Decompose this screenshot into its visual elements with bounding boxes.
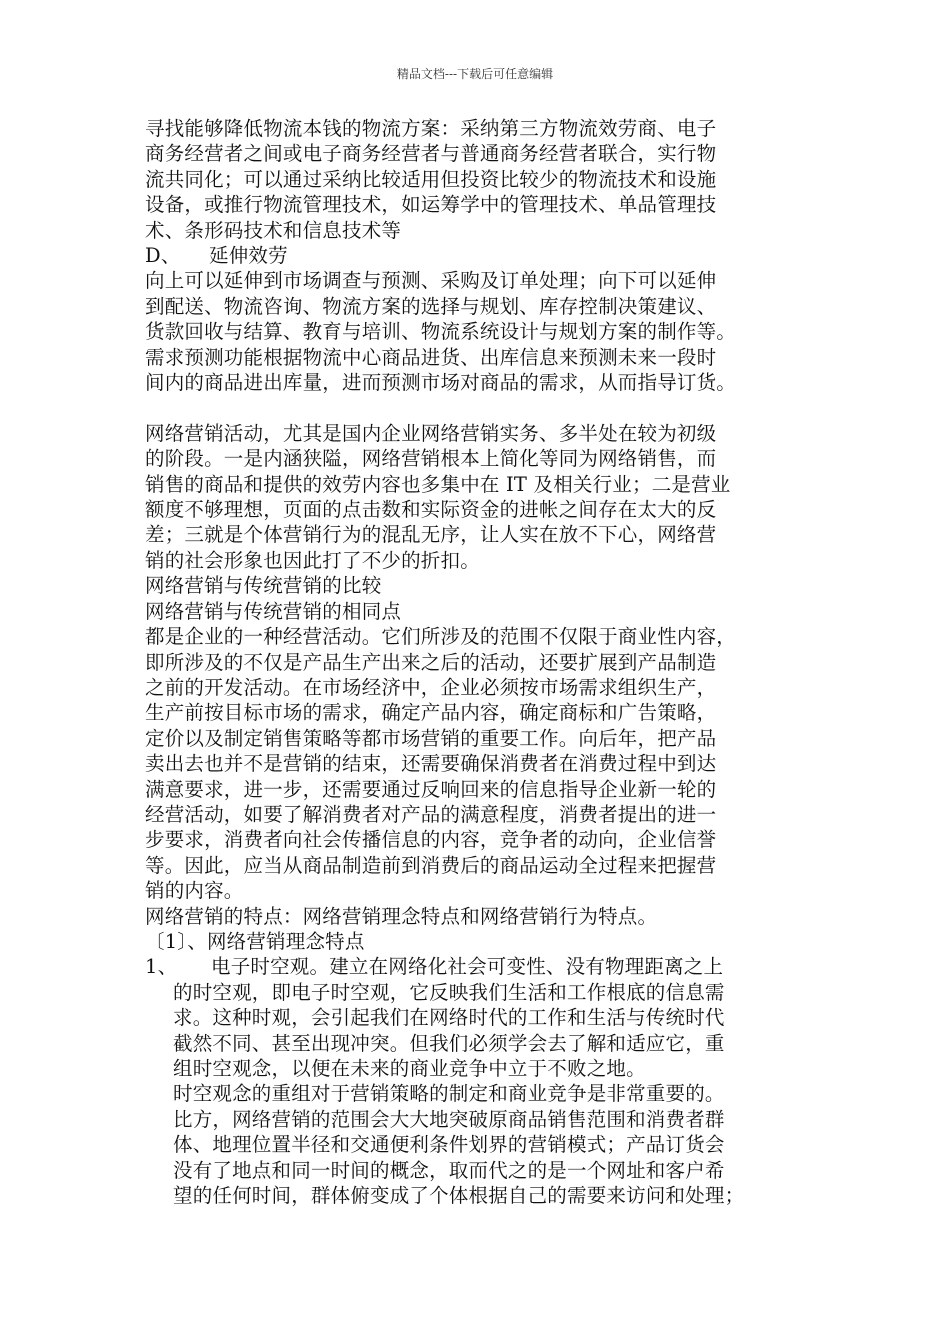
- text-line: 截然不同、甚至出现冲突。但我们必须学会去了解和适应它，重: [173, 1031, 725, 1055]
- text-line: 比方，网络营销的范围会大大地突破原商品销售范围和消费者群: [173, 1107, 725, 1131]
- heading-comparison: 网络营销与传统营销的比较: [145, 574, 382, 598]
- section-heading-d: [145, 243, 817, 268]
- page-header: 精品文档---下载后可任意编辑: [396, 67, 554, 81]
- text-line: 销的社会形象也因此打了不少的折扣。: [145, 548, 480, 572]
- heading-concept-features: 〔1〕、网络营销理念特点: [145, 929, 365, 953]
- text-line: 到配送、物流咨询、物流方案的选择与规划、库存控制决策建议、: [145, 294, 717, 318]
- text-line: 望的任何时间，群体俯变成了个体根据自己的需要来访问和处理；: [173, 1184, 745, 1208]
- text-line: 等。因此，应当从商品制造前到消费后的商品运动全过程来把握营: [145, 853, 717, 877]
- text-line: 步要求，消费者向社会传播信息的内容，竞争者的动向，企业信誉: [145, 828, 717, 852]
- text-line: 组时空观念，以便在未来的商业竞争中立于不败之地。: [173, 1057, 646, 1081]
- text-line: 都是企业的一种经营活动。它们所涉及的范围不仅限于商业性内容，: [145, 625, 737, 649]
- text-line: 间内的商品进出库量，进而预测市场对商品的需求，从而指导订货。: [145, 371, 737, 395]
- text-line: 没有了地点和同一时间的概念，取而代之的是一个网址和客户希: [173, 1158, 725, 1182]
- text-line: 商务经营者之间或电子商务经营者与普通商务经营者联合，实行物: [145, 142, 717, 166]
- paragraph-similarities: [145, 624, 817, 903]
- text-line: 的阶段。一是内涵狭隘，网络营销根本上简化等同为网络销售，而: [145, 447, 717, 471]
- text-line: 电子时空观。建立在网络化社会可变性、没有物理距离之上: [211, 955, 724, 979]
- paragraph-network-marketing: [145, 421, 817, 573]
- text-line: 差；三就是个体营销行为的混乱无序，让人实在放不下心，网络营: [145, 523, 717, 547]
- text-line: 术、条形码技术和信息技术等: [145, 218, 402, 242]
- text-line: 体、地理位置半径和交通便利条件划界的营销模式；产品订货会: [173, 1133, 725, 1157]
- text-line: 寻找能够降低物流本钱的物流方案：采纳第三方物流效劳商、电子: [145, 117, 717, 140]
- text-line: 销售的商品和提供的效劳内容也多集中在 IT 及相关行业；二是营业: [145, 472, 731, 496]
- section-label: D、: [145, 244, 181, 268]
- text-line: 求。这种时观，会引起我们在网络时代的工作和生活与传统时代: [173, 1006, 725, 1030]
- text-line: 向上可以延伸到市场调查与预测、采购及订单处理；向下可以延伸: [145, 269, 717, 293]
- list-item-electronic-spacetime: [145, 954, 817, 1208]
- paragraph-logistics-plan: [145, 116, 817, 243]
- paragraph-features: 网络营销的特点：网络营销理念特点和网络营销行为特点。: [145, 904, 658, 928]
- heading-similarities: 网络营销与传统营销的相同点: [145, 599, 402, 623]
- paragraph-extended-service: [145, 268, 817, 395]
- text-line: 货款回收与结算、教育与培训、物流系统设计与规划方案的制作等。: [145, 320, 737, 344]
- text-line: 网络营销活动，尤其是国内企业网络营销实务、多半处在较为初级: [145, 421, 717, 445]
- text-line: 流共同化；可以通过采纳比较适用但投资比较少的物流技术和设施: [145, 167, 717, 191]
- text-line: 的时空观，即电子时空观，它反映我们生活和工作根底的信息需: [173, 980, 725, 1004]
- text-line: 之前的开发活动。在市场经济中，企业必须按市场需求组织生产，: [145, 675, 717, 699]
- text-line: 经营活动，如要了解消费者对产品的满意程度，消费者提出的进一: [145, 802, 717, 826]
- document-body: [145, 116, 817, 1208]
- text-line: 销的内容。: [145, 879, 244, 903]
- paragraph-gap: [145, 395, 817, 420]
- text-line: 卖出去也并不是营销的结束，还需要确保消费者在消费过程中到达: [145, 752, 717, 776]
- text-line: 额度不够理想，页面的点击数和实际资金的进帐之间存在太大的反: [145, 498, 717, 522]
- section-title: 延伸效劳: [209, 244, 288, 268]
- text-line: 定价以及制定销售策略等都市场营销的重要工作。向后年，把产品: [145, 726, 717, 750]
- text-line: 设备，或推行物流管理技术，如运筹学中的管理技术、单品管理技: [145, 193, 717, 217]
- text-line: 即所涉及的不仅是产品生产出来之后的活动，还要扩展到产品制造: [145, 650, 717, 674]
- list-number: 1、: [145, 955, 178, 979]
- text-line: 生产前按目标市场的需求，确定产品内容，确定商标和广告策略，: [145, 701, 717, 725]
- text-line: 满意要求，进一步，还需要通过反响回来的信息指导企业新一轮的: [145, 777, 717, 801]
- text-line: 需求预测功能根据物流中心商品进货、出库信息来预测未来一段时: [145, 345, 717, 369]
- text-line: 时空观念的重组对于营销策略的制定和商业竞争是非常重要的。: [173, 1082, 725, 1106]
